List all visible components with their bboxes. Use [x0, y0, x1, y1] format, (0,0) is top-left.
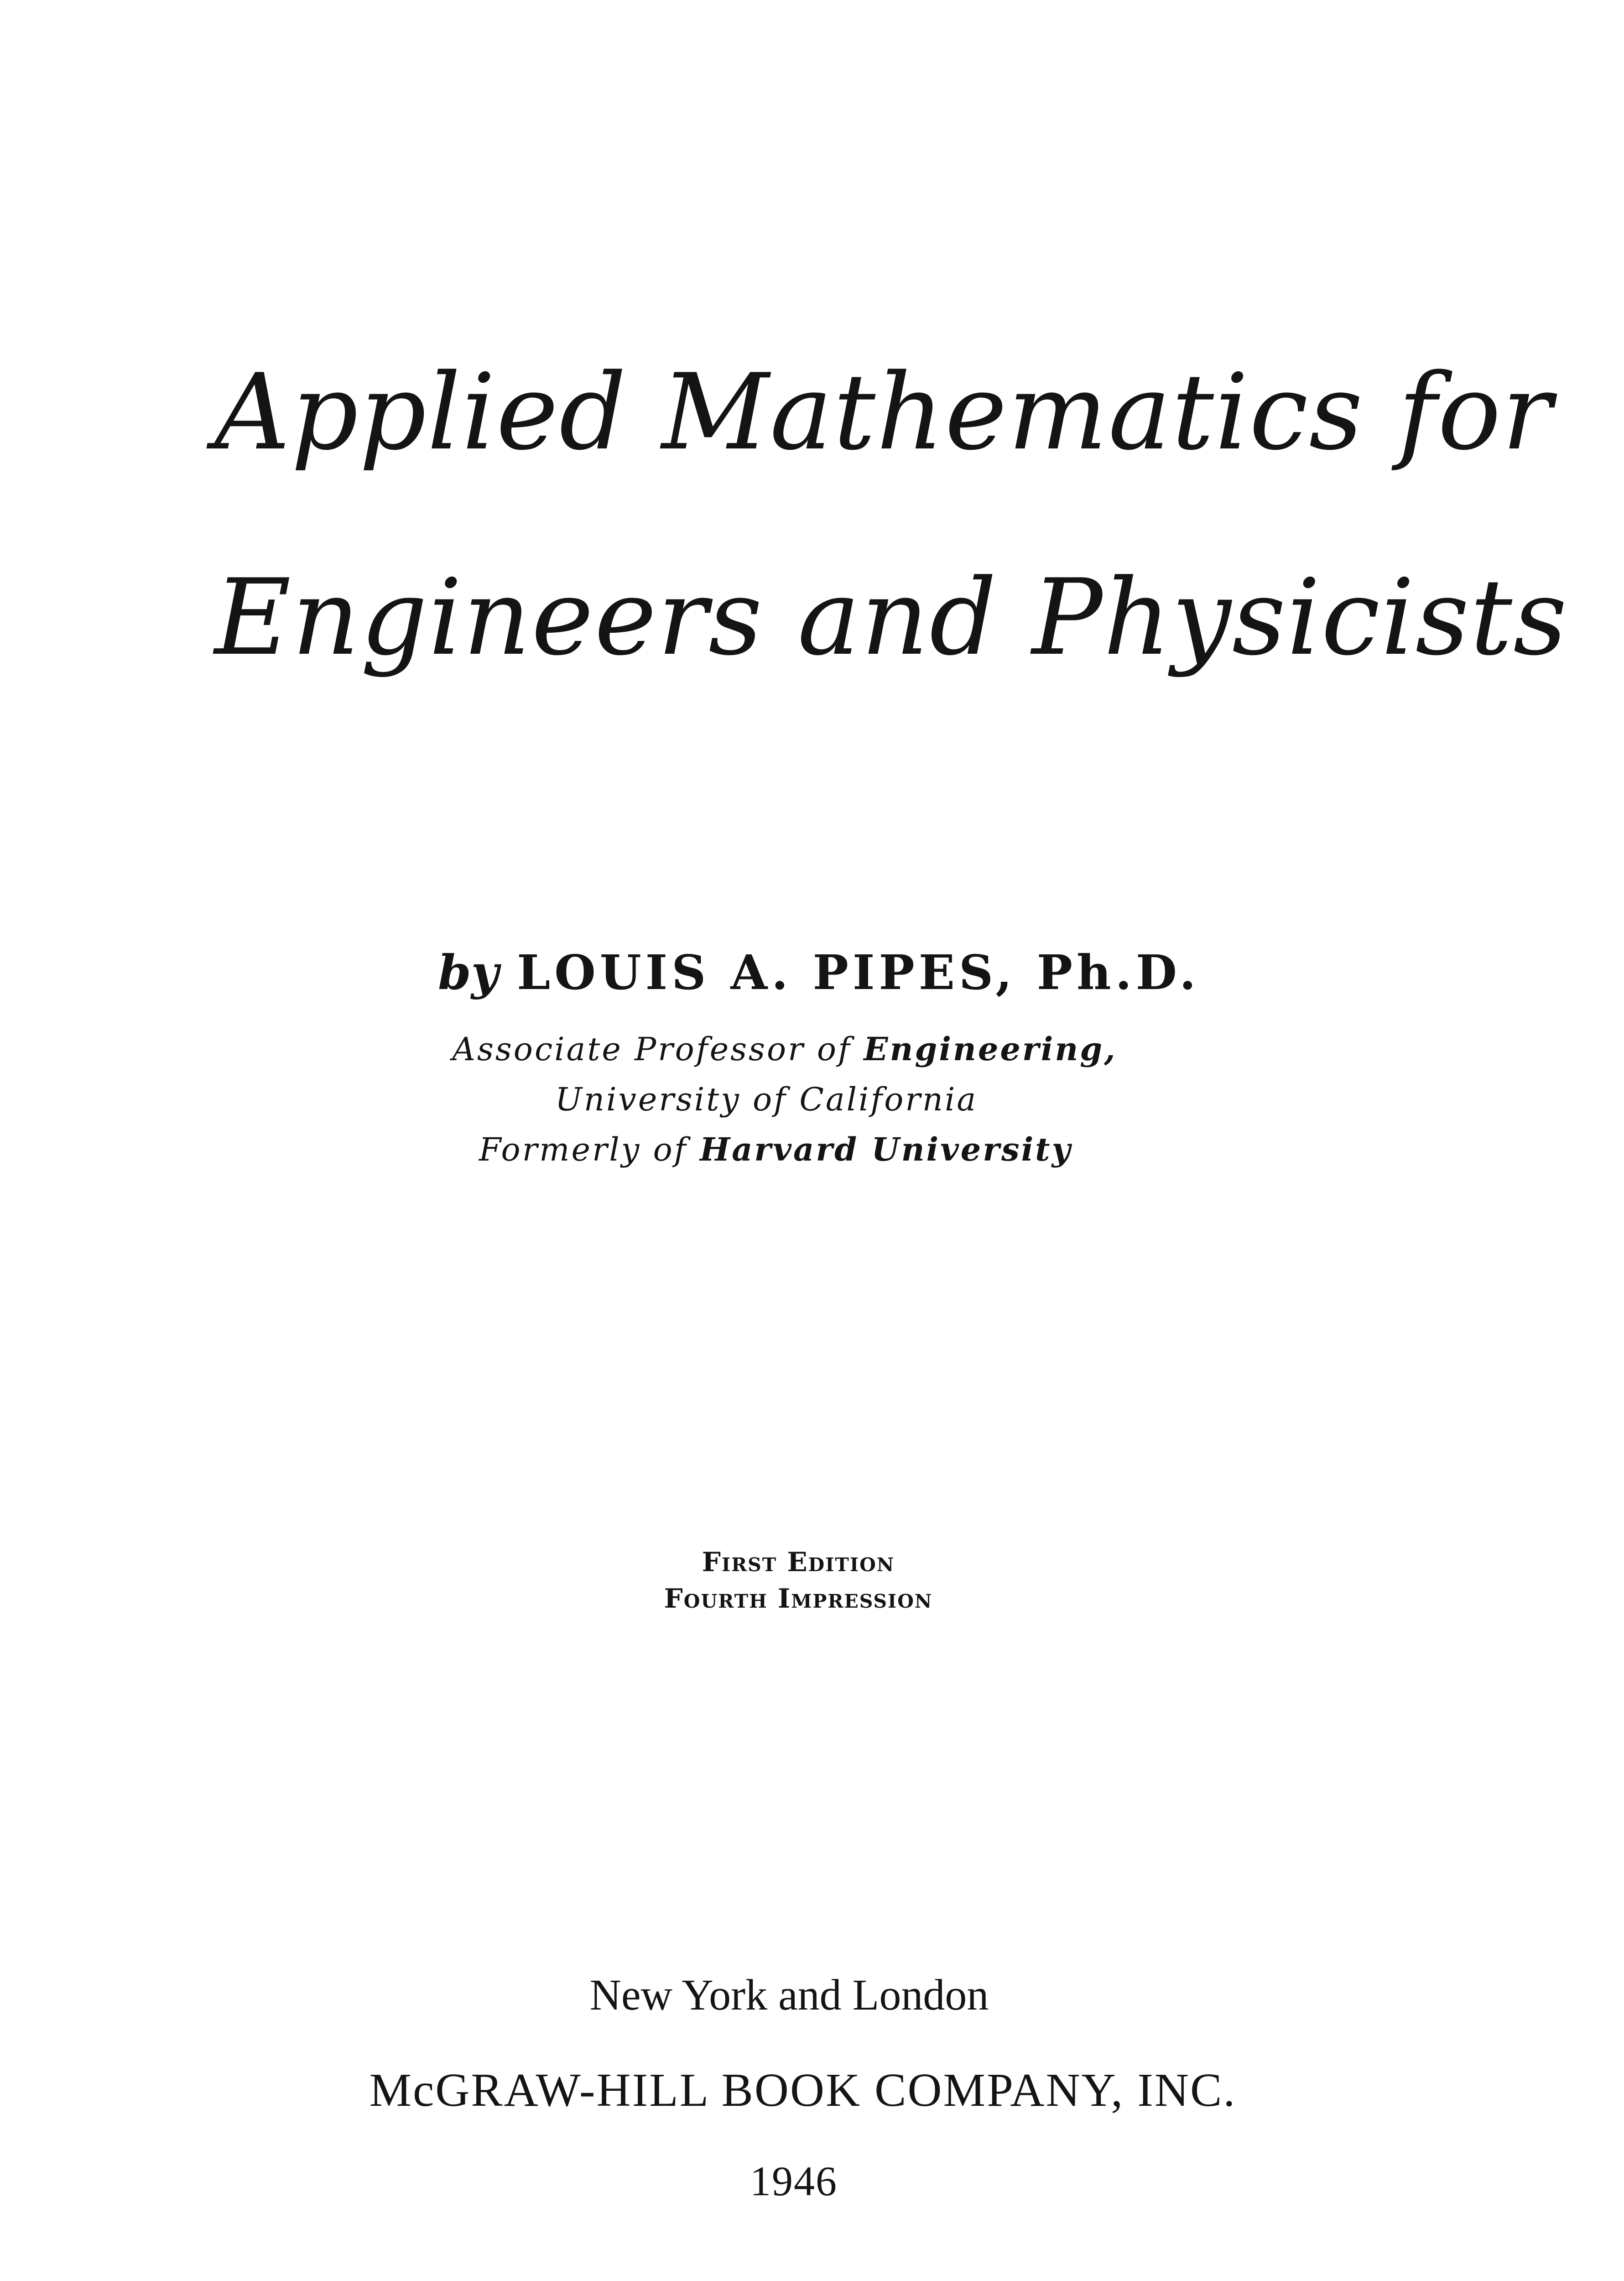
affiliation-department: Engineering, — [864, 1030, 1117, 1068]
affiliation-former-label: Formerly of — [479, 1131, 688, 1168]
affiliation-former-institution: Harvard University — [699, 1130, 1072, 1168]
author-name: LOUIS A. PIPES, Ph.D. — [517, 944, 1200, 1000]
book-title-line-2: Engineers and Physicists — [214, 557, 1568, 679]
publication-place: New York and London — [589, 1970, 989, 2019]
affiliation-title: Associate Professor of — [452, 1031, 852, 1068]
impression-label: Fourth Impression — [664, 1583, 933, 1614]
author-affiliation-line-1 — [0, 1030, 1597, 1068]
author-affiliation-line-2: University of California — [555, 1081, 978, 1118]
publisher-name: McGRAW-HILL BOOK COMPANY, INC. — [369, 2064, 1237, 2116]
author-byline — [438, 944, 1200, 1000]
by-label: by — [438, 944, 499, 1000]
publication-year: 1946 — [750, 2158, 838, 2204]
author-affiliation-line-3 — [0, 1130, 1588, 1168]
book-title-line-1: Applied Mathematics for — [214, 352, 1553, 474]
edition-label: First Edition — [702, 1547, 895, 1578]
